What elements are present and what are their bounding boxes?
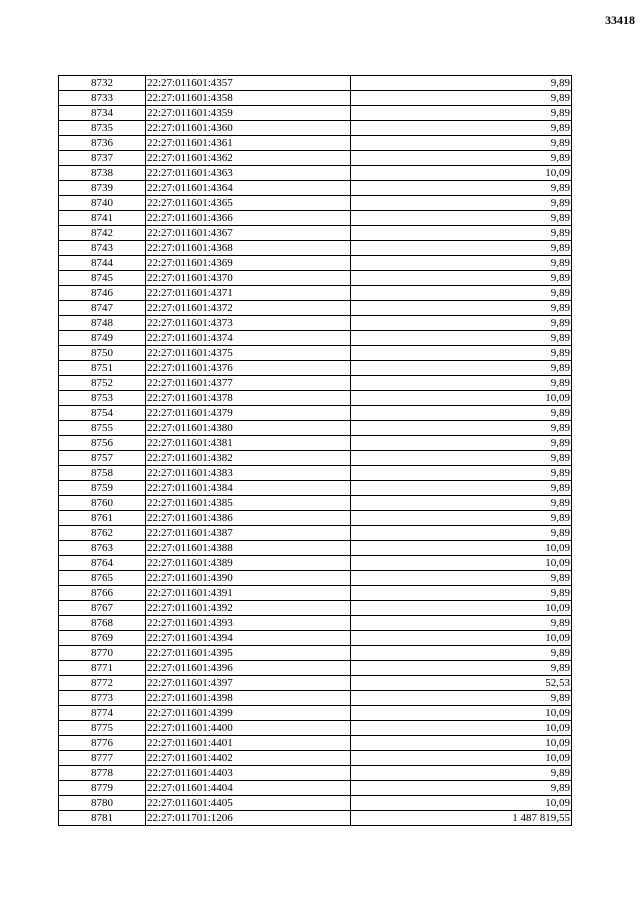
cadastral-number-cell: 22:27:011601:4370 <box>146 271 351 286</box>
table-row <box>59 121 572 136</box>
cadastral-number-cell: 22:27:011601:4367 <box>146 226 351 241</box>
row-number-cell: 8740 <box>59 196 146 211</box>
value-cell: 10,09 <box>351 736 572 751</box>
row-number-cell: 8734 <box>59 106 146 121</box>
table-row <box>59 721 572 736</box>
row-number-cell: 8747 <box>59 301 146 316</box>
table-row <box>59 601 572 616</box>
table-row <box>59 466 572 481</box>
value-cell: 9,89 <box>351 526 572 541</box>
value-cell: 9,89 <box>351 106 572 121</box>
table-row <box>59 481 572 496</box>
row-number-cell: 8764 <box>59 556 146 571</box>
row-number-cell: 8755 <box>59 421 146 436</box>
cadastral-number-cell: 22:27:011601:4389 <box>146 556 351 571</box>
cadastral-number-cell: 22:27:011601:4374 <box>146 331 351 346</box>
row-number-cell: 8754 <box>59 406 146 421</box>
cadastral-number-cell: 22:27:011601:4397 <box>146 676 351 691</box>
cadastral-number-cell: 22:27:011601:4393 <box>146 616 351 631</box>
row-number-cell: 8761 <box>59 511 146 526</box>
cadastral-number-cell: 22:27:011601:4362 <box>146 151 351 166</box>
row-number-cell: 8763 <box>59 541 146 556</box>
value-cell: 9,89 <box>351 76 572 91</box>
value-cell: 9,89 <box>351 511 572 526</box>
value-cell: 9,89 <box>351 211 572 226</box>
row-number-cell: 8777 <box>59 751 146 766</box>
row-number-cell: 8769 <box>59 631 146 646</box>
row-number-cell: 8759 <box>59 481 146 496</box>
row-number-cell: 8779 <box>59 781 146 796</box>
value-cell: 9,89 <box>351 331 572 346</box>
value-cell: 9,89 <box>351 241 572 256</box>
cadastral-number-cell: 22:27:011601:4366 <box>146 211 351 226</box>
value-cell: 9,89 <box>351 781 572 796</box>
table-row <box>59 316 572 331</box>
cadastral-number-cell: 22:27:011601:4375 <box>146 346 351 361</box>
cadastral-table <box>58 75 572 826</box>
value-cell: 9,89 <box>351 691 572 706</box>
table-body <box>59 76 572 826</box>
table-row <box>59 361 572 376</box>
row-number-cell: 8780 <box>59 796 146 811</box>
row-number-cell: 8752 <box>59 376 146 391</box>
cadastral-number-cell: 22:27:011601:4357 <box>146 76 351 91</box>
table-row <box>59 106 572 121</box>
row-number-cell: 8757 <box>59 451 146 466</box>
value-cell: 10,09 <box>351 556 572 571</box>
row-number-cell: 8766 <box>59 586 146 601</box>
table-row <box>59 661 572 676</box>
table-row <box>59 736 572 751</box>
value-cell: 10,09 <box>351 796 572 811</box>
value-cell: 9,89 <box>351 451 572 466</box>
row-number-cell: 8732 <box>59 76 146 91</box>
value-cell: 9,89 <box>351 256 572 271</box>
cadastral-number-cell: 22:27:011601:4380 <box>146 421 351 436</box>
table-row <box>59 631 572 646</box>
table-row <box>59 376 572 391</box>
table-row <box>59 646 572 661</box>
row-number-cell: 8736 <box>59 136 146 151</box>
cadastral-number-cell: 22:27:011601:4384 <box>146 481 351 496</box>
table-row <box>59 151 572 166</box>
value-cell: 9,89 <box>351 271 572 286</box>
value-cell: 9,89 <box>351 181 572 196</box>
value-cell: 9,89 <box>351 436 572 451</box>
value-cell: 9,89 <box>351 301 572 316</box>
value-cell: 10,09 <box>351 751 572 766</box>
cadastral-number-cell: 22:27:011601:4381 <box>146 436 351 451</box>
value-cell: 9,89 <box>351 421 572 436</box>
row-number-cell: 8751 <box>59 361 146 376</box>
row-number-cell: 8772 <box>59 676 146 691</box>
cadastral-number-cell: 22:27:011601:4361 <box>146 136 351 151</box>
value-cell: 9,89 <box>351 466 572 481</box>
value-cell: 10,09 <box>351 721 572 736</box>
table-row <box>59 811 572 826</box>
table-row <box>59 226 572 241</box>
cadastral-number-cell: 22:27:011601:4398 <box>146 691 351 706</box>
value-cell: 9,89 <box>351 766 572 781</box>
value-cell: 9,89 <box>351 406 572 421</box>
row-number-cell: 8741 <box>59 211 146 226</box>
table-row <box>59 586 572 601</box>
cadastral-number-cell: 22:27:011601:4360 <box>146 121 351 136</box>
cadastral-number-cell: 22:27:011601:4387 <box>146 526 351 541</box>
row-number-cell: 8750 <box>59 346 146 361</box>
cadastral-number-cell: 22:27:011601:4376 <box>146 361 351 376</box>
value-cell: 9,89 <box>351 571 572 586</box>
table-row <box>59 766 572 781</box>
value-cell: 9,89 <box>351 286 572 301</box>
row-number-cell: 8739 <box>59 181 146 196</box>
table-row <box>59 391 572 406</box>
value-cell: 9,89 <box>351 196 572 211</box>
row-number-cell: 8765 <box>59 571 146 586</box>
cadastral-number-cell: 22:27:011601:4372 <box>146 301 351 316</box>
table-row <box>59 211 572 226</box>
cadastral-number-cell: 22:27:011601:4401 <box>146 736 351 751</box>
value-cell: 10,09 <box>351 391 572 406</box>
cadastral-number-cell: 22:27:011601:4373 <box>146 316 351 331</box>
table-row <box>59 181 572 196</box>
cadastral-number-cell: 22:27:011601:4382 <box>146 451 351 466</box>
cadastral-number-cell: 22:27:011601:4403 <box>146 766 351 781</box>
table-row <box>59 796 572 811</box>
row-number-cell: 8773 <box>59 691 146 706</box>
table-row <box>59 556 572 571</box>
row-number-cell: 8744 <box>59 256 146 271</box>
row-number-cell: 8756 <box>59 436 146 451</box>
table-row <box>59 241 572 256</box>
table-row <box>59 676 572 691</box>
cadastral-number-cell: 22:27:011601:4379 <box>146 406 351 421</box>
cadastral-number-cell: 22:27:011601:4383 <box>146 466 351 481</box>
cadastral-number-cell: 22:27:011601:4394 <box>146 631 351 646</box>
page-number: 33418 <box>605 13 635 27</box>
value-cell: 10,09 <box>351 706 572 721</box>
value-cell: 9,89 <box>351 151 572 166</box>
value-cell: 9,89 <box>351 496 572 511</box>
cadastral-number-cell: 22:27:011601:4369 <box>146 256 351 271</box>
table-row <box>59 541 572 556</box>
value-cell: 1 487 819,55 <box>351 811 572 826</box>
table-row <box>59 91 572 106</box>
cadastral-number-cell: 22:27:011701:1206 <box>146 811 351 826</box>
table-row <box>59 496 572 511</box>
value-cell: 9,89 <box>351 91 572 106</box>
row-number-cell: 8778 <box>59 766 146 781</box>
value-cell: 9,89 <box>351 136 572 151</box>
table-row <box>59 616 572 631</box>
table-row <box>59 406 572 421</box>
cadastral-number-cell: 22:27:011601:4392 <box>146 601 351 616</box>
value-cell: 9,89 <box>351 361 572 376</box>
value-cell: 9,89 <box>351 226 572 241</box>
cadastral-number-cell: 22:27:011601:4358 <box>146 91 351 106</box>
value-cell: 9,89 <box>351 646 572 661</box>
row-number-cell: 8758 <box>59 466 146 481</box>
row-number-cell: 8737 <box>59 151 146 166</box>
row-number-cell: 8770 <box>59 646 146 661</box>
row-number-cell: 8774 <box>59 706 146 721</box>
cadastral-number-cell: 22:27:011601:4390 <box>146 571 351 586</box>
table-row <box>59 781 572 796</box>
table-row <box>59 571 572 586</box>
cadastral-number-cell: 22:27:011601:4405 <box>146 796 351 811</box>
value-cell: 10,09 <box>351 166 572 181</box>
table-row <box>59 751 572 766</box>
table-row <box>59 706 572 721</box>
cadastral-number-cell: 22:27:011601:4402 <box>146 751 351 766</box>
cadastral-number-cell: 22:27:011601:4365 <box>146 196 351 211</box>
row-number-cell: 8781 <box>59 811 146 826</box>
value-cell: 9,89 <box>351 616 572 631</box>
cadastral-number-cell: 22:27:011601:4400 <box>146 721 351 736</box>
value-cell: 9,89 <box>351 346 572 361</box>
value-cell: 52,53 <box>351 676 572 691</box>
cadastral-number-cell: 22:27:011601:4359 <box>146 106 351 121</box>
cadastral-number-cell: 22:27:011601:4364 <box>146 181 351 196</box>
table-row <box>59 271 572 286</box>
cadastral-number-cell: 22:27:011601:4371 <box>146 286 351 301</box>
table-row <box>59 436 572 451</box>
cadastral-number-cell: 22:27:011601:4378 <box>146 391 351 406</box>
cadastral-number-cell: 22:27:011601:4368 <box>146 241 351 256</box>
cadastral-number-cell: 22:27:011601:4377 <box>146 376 351 391</box>
value-cell: 9,89 <box>351 481 572 496</box>
table-row <box>59 256 572 271</box>
row-number-cell: 8742 <box>59 226 146 241</box>
row-number-cell: 8768 <box>59 616 146 631</box>
table-row <box>59 331 572 346</box>
row-number-cell: 8776 <box>59 736 146 751</box>
row-number-cell: 8749 <box>59 331 146 346</box>
table-row <box>59 526 572 541</box>
row-number-cell: 8746 <box>59 286 146 301</box>
row-number-cell: 8733 <box>59 91 146 106</box>
row-number-cell: 8735 <box>59 121 146 136</box>
cadastral-number-cell: 22:27:011601:4391 <box>146 586 351 601</box>
table-row <box>59 136 572 151</box>
row-number-cell: 8738 <box>59 166 146 181</box>
row-number-cell: 8743 <box>59 241 146 256</box>
table-row <box>59 346 572 361</box>
cadastral-number-cell: 22:27:011601:4404 <box>146 781 351 796</box>
table-row <box>59 196 572 211</box>
cadastral-number-cell: 22:27:011601:4386 <box>146 511 351 526</box>
cadastral-number-cell: 22:27:011601:4396 <box>146 661 351 676</box>
table-row <box>59 166 572 181</box>
table-row <box>59 421 572 436</box>
cadastral-number-cell: 22:27:011601:4388 <box>146 541 351 556</box>
row-number-cell: 8771 <box>59 661 146 676</box>
value-cell: 10,09 <box>351 541 572 556</box>
table-row <box>59 286 572 301</box>
value-cell: 10,09 <box>351 631 572 646</box>
value-cell: 10,09 <box>351 601 572 616</box>
row-number-cell: 8767 <box>59 601 146 616</box>
cadastral-number-cell: 22:27:011601:4363 <box>146 166 351 181</box>
cadastral-number-cell: 22:27:011601:4395 <box>146 646 351 661</box>
row-number-cell: 8775 <box>59 721 146 736</box>
row-number-cell: 8753 <box>59 391 146 406</box>
row-number-cell: 8760 <box>59 496 146 511</box>
value-cell: 9,89 <box>351 121 572 136</box>
row-number-cell: 8762 <box>59 526 146 541</box>
table-row <box>59 691 572 706</box>
value-cell: 9,89 <box>351 661 572 676</box>
cadastral-number-cell: 22:27:011601:4399 <box>146 706 351 721</box>
table-row <box>59 511 572 526</box>
value-cell: 9,89 <box>351 586 572 601</box>
table-row <box>59 301 572 316</box>
table-row <box>59 451 572 466</box>
value-cell: 9,89 <box>351 316 572 331</box>
table-row <box>59 76 572 91</box>
cadastral-number-cell: 22:27:011601:4385 <box>146 496 351 511</box>
value-cell: 9,89 <box>351 376 572 391</box>
row-number-cell: 8745 <box>59 271 146 286</box>
row-number-cell: 8748 <box>59 316 146 331</box>
